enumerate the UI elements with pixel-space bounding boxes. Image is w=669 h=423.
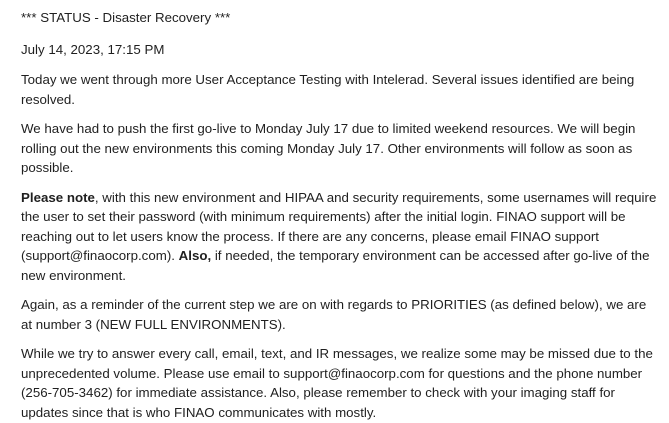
support-email-link-2[interactable]: support@finaocorp.com <box>283 365 425 381</box>
contact-info-text-2: for questions and the phone number (256-705-3462) for immediate assistance. Also, please remember to check with your imaging staff for updates since that is who FINAO communicates with mostly. <box>21 365 643 420</box>
security-note-text-1: , with this new environment and HIPAA and security requirements, some usernames will require the user to set their password (with minimum requirements) after the initial login. FINAO support will be reaching out to let users know the process. If there are any concerns, please email FINAO support ( <box>21 189 657 263</box>
paragraph-security-note <box>21 188 659 286</box>
contact-info-text-1: While we try to answer every call, email, text, and IR messages, we realize some may be missed due to the unprecedented volume. Please use email to <box>21 346 653 381</box>
security-note-text-2: ). <box>166 248 179 263</box>
email-title: *** STATUS - Disaster Recovery *** <box>21 10 231 25</box>
paragraph-uat-update: Today we went through more User Acceptance Testing with Intelerad. Several issues identified are being resolved. <box>21 72 635 107</box>
support-email-link-1[interactable]: support@finaocorp.com <box>25 248 167 263</box>
paragraph-contact-info <box>21 344 659 422</box>
also-label: Also, <box>178 248 212 263</box>
paragraph-go-live-delay: We have had to push the first go-live to Monday July 17 due to limited weekend resources. We will begin rolling out the new environments this coming Monday July 17. Other environments will follow as soon as possible. <box>21 121 636 175</box>
security-note-text-3: if needed, the temporary environment can be accessed after go-live of the new environment. <box>21 248 650 283</box>
paragraph-priorities-reminder: Again, as a reminder of the current step we are on with regards to PRIORITIES (as defined below), we are at number 3 (NEW FULL ENVIRONMENTS). <box>21 297 647 332</box>
please-note-label: Please note <box>21 189 95 205</box>
email-date: July 14, 2023, 17:15 PM <box>21 41 165 57</box>
